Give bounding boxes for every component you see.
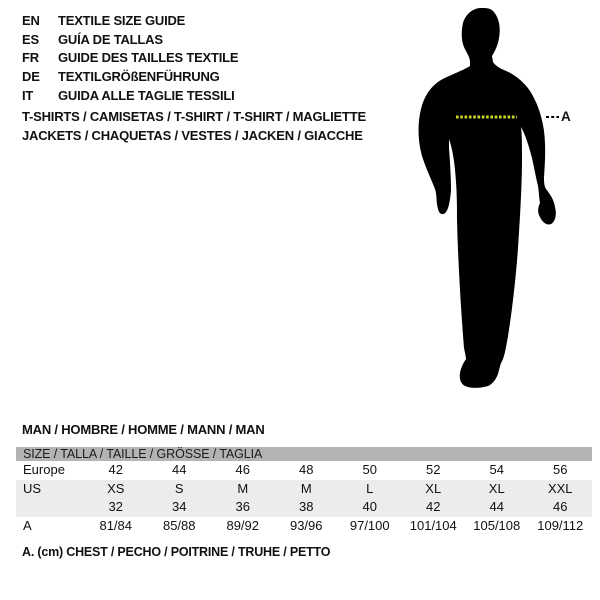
- table-row-chest-a: [16, 517, 592, 536]
- size-cell: 89/92: [226, 517, 260, 533]
- size-cell: 81/84: [99, 517, 133, 533]
- category-line-tshirts: T-SHIRTS / CAMISETAS / T-SHIRT / T-SHIRT / MAGLIETTE: [22, 109, 366, 124]
- size-cell: 105/108: [473, 517, 521, 533]
- size-cell: 42: [426, 499, 441, 514]
- row-label: Europe: [23, 462, 65, 477]
- size-cell: 46: [553, 499, 568, 514]
- lang-label: GUÍA DE TALLAS: [58, 31, 163, 47]
- size-cell: M: [300, 480, 312, 496]
- size-cell: 52: [426, 462, 441, 477]
- size-cell: 93/96: [289, 517, 323, 533]
- size-table-header: SIZE / TALLA / TAILLE / GRÖSSE / TAGLIA: [16, 447, 592, 461]
- man-silhouette: [419, 8, 556, 388]
- size-cell: 109/112: [537, 517, 584, 533]
- measure-label-a: A: [561, 109, 571, 124]
- size-cell: XXL: [547, 480, 573, 496]
- table-row-us: [16, 480, 592, 499]
- size-cell: 34: [172, 499, 187, 514]
- size-cell: 32: [108, 499, 123, 514]
- section-title-man: MAN / HOMBRE / HOMME / MANN / MAN: [22, 422, 265, 437]
- category-line-jackets: JACKETS / CHAQUETAS / VESTES / JACKEN / GIACCHE: [22, 127, 363, 143]
- size-cell: 50: [362, 462, 377, 477]
- row-label: US: [23, 480, 42, 496]
- size-cell: 85/88: [162, 517, 196, 533]
- size-cell: S: [174, 480, 184, 496]
- row-label: A: [23, 517, 32, 533]
- size-cell: 40: [362, 499, 377, 514]
- row-label: [16, 498, 84, 517]
- size-cell: M: [237, 480, 249, 496]
- size-cell: XL: [425, 480, 442, 496]
- lang-label: GUIDE DES TAILLES TEXTILE: [58, 50, 239, 66]
- size-cell: 48: [299, 462, 314, 477]
- table-row-europe: [16, 461, 592, 480]
- lang-code: EN: [22, 13, 40, 28]
- footnote-chest-measure: A. (cm) CHEST / PECHO / POITRINE / TRUHE / PETTO: [22, 545, 331, 559]
- lang-label: GUIDA ALLE TAGLIE TESSILI: [58, 87, 235, 103]
- size-cell: L: [366, 480, 374, 496]
- size-table: [16, 447, 592, 535]
- lang-label: TEXTILE SIZE GUIDE: [58, 13, 186, 28]
- lang-code: FR: [22, 50, 39, 66]
- size-cell: 97/100: [349, 517, 390, 533]
- lang-code: IT: [22, 87, 34, 103]
- table-row-us-numeric: [16, 498, 592, 517]
- size-cell: 42: [108, 462, 123, 477]
- lang-code: ES: [22, 31, 39, 47]
- size-cell: 56: [553, 462, 568, 477]
- size-cell: XL: [488, 480, 505, 496]
- size-cell: XS: [107, 480, 125, 496]
- size-cell: 101/104: [409, 517, 457, 533]
- size-cell: 54: [489, 462, 504, 477]
- lang-code: DE: [22, 69, 40, 85]
- size-cell: 36: [235, 499, 250, 514]
- size-cell: 44: [172, 462, 187, 477]
- size-cell: 46: [235, 462, 250, 477]
- size-cell: 44: [489, 499, 504, 514]
- size-cell: 38: [299, 499, 314, 514]
- lang-label: TEXTILGRÖßENFÜHRUNG: [58, 69, 220, 85]
